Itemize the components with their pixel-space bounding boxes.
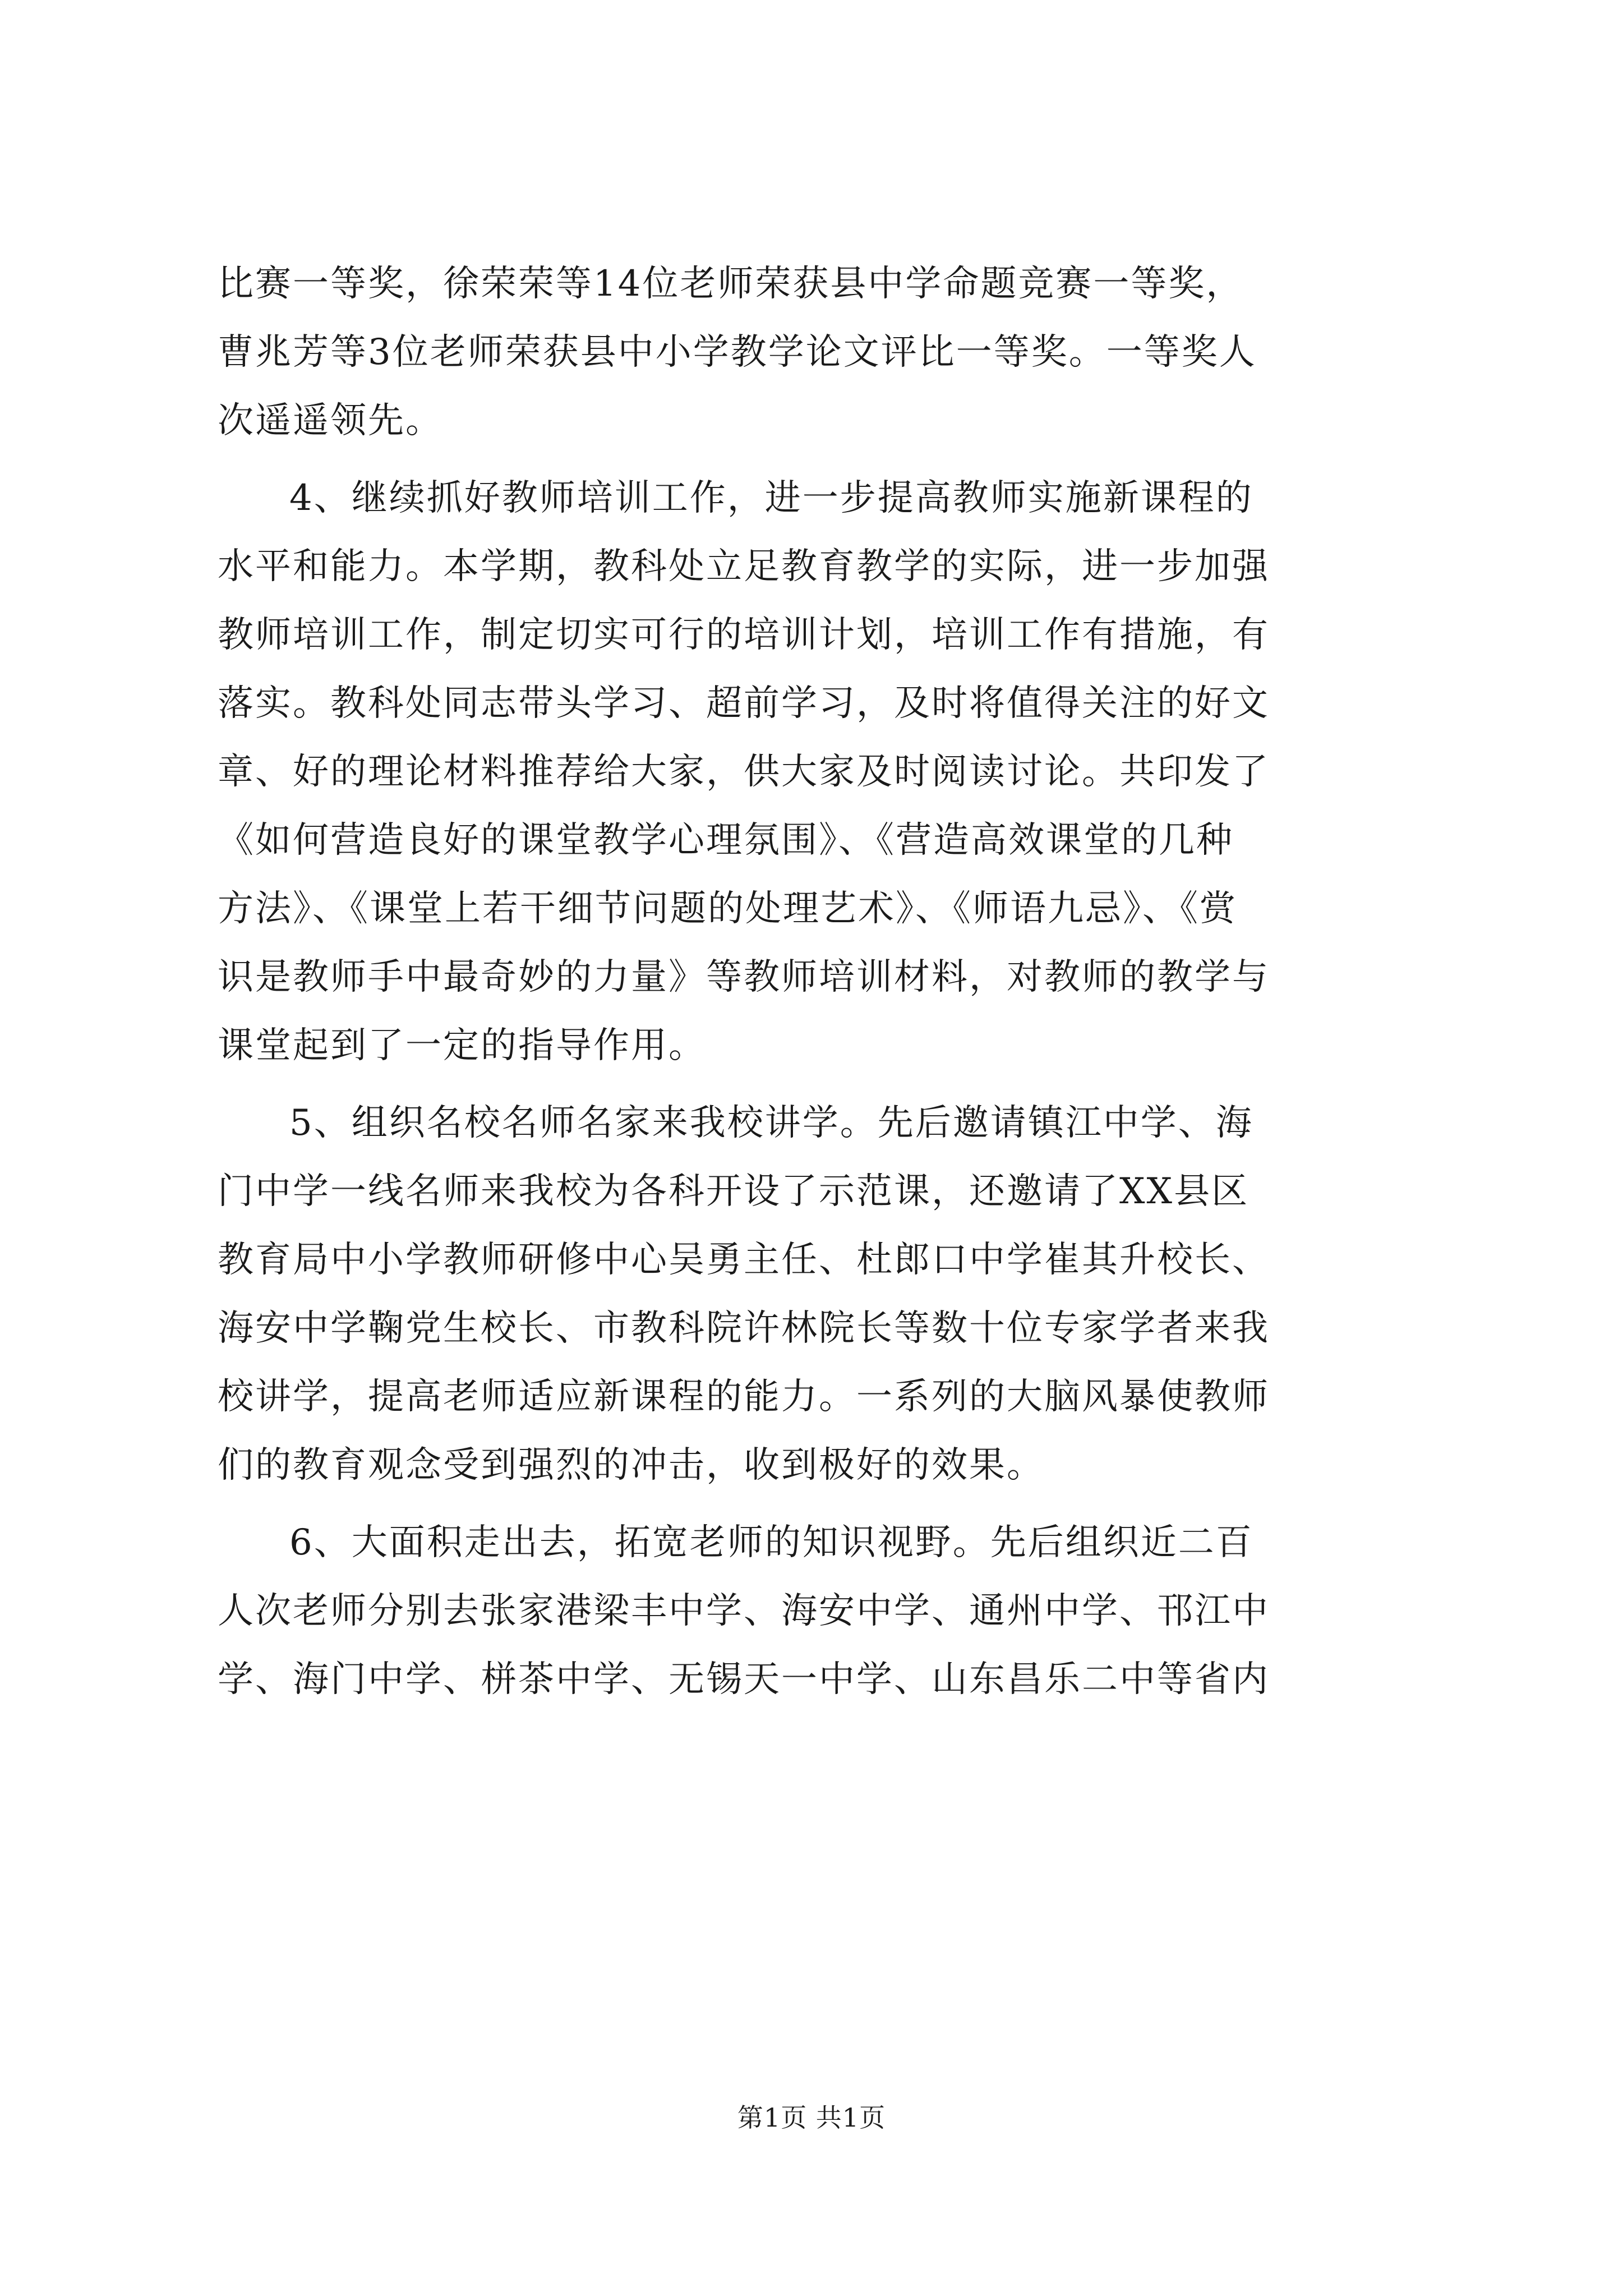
page-number-label: 第1页 共1页: [737, 2102, 886, 2133]
document-body: [218, 250, 1423, 1714]
text-line: 课堂起到了一定的指导作用。: [218, 1025, 706, 1066]
text-line: 校讲学，提高老师适应新课程的能力。一系列的大脑风暴使教师: [218, 1376, 1270, 1418]
text-line: 5、组织名校名师名家来我校讲学。先后邀请镇江中学、海: [289, 1102, 1253, 1144]
text-line: 人次老师分别去张家港梁丰中学、海安中学、通州中学、邗江中: [218, 1590, 1270, 1632]
text-line: 教师培训工作，制定切实可行的培训计划，培训工作有措施，有: [218, 614, 1270, 656]
page-footer: [0, 2101, 1623, 2134]
text-line: 6、大面积走出去，拓宽老师的知识视野。先后组织近二百: [289, 1522, 1253, 1563]
text-line: 章、好的理论材料推荐给大家，供大家及时阅读讨论。共印发了: [218, 751, 1270, 793]
text-line: 海安中学鞠党生校长、市教科院许林院长等数十位专家学者来我: [218, 1308, 1270, 1349]
text-line: 曹兆芳等3位老师荣获县中小学教学论文评比一等奖。一等奖人: [218, 332, 1257, 373]
text-line: 门中学一线名师来我校为各科开设了示范课，还邀请了XX县区: [218, 1171, 1249, 1212]
text-line: 教育局中小学教师研修中心吴勇主任、杜郎口中学崔其升校长、: [218, 1239, 1270, 1281]
text-line: 《如何营造良好的课堂教学心理氛围》、《营造高效课堂的几种: [218, 820, 1234, 861]
text-line: 们的教育观念受到强烈的冲击，收到极好的效果。: [218, 1444, 1044, 1486]
text-line: 水平和能力。本学期，教科处立足教育教学的实际，进一步加强: [218, 546, 1270, 587]
text-line: 4、继续抓好教师培训工作，进一步提高教师实施新课程的: [289, 477, 1253, 519]
text-line: 比赛一等奖，徐荣荣等14位老师荣获县中学命题竞赛一等奖，: [218, 263, 1244, 305]
text-line: 学、海门中学、栟茶中学、无锡天一中学、山东昌乐二中等省内: [218, 1659, 1270, 1700]
text-line: 识是教师手中最奇妙的力量》等教师培训材料，对教师的教学与: [218, 956, 1270, 998]
text-line: 次遥遥领先。: [218, 400, 443, 441]
text-line: 方法》、《课堂上若干细节问题的处理艺术》、《师语九忌》、《赏: [218, 888, 1237, 930]
text-line: 落实。教科处同志带头学习、超前学习，及时将值得关注的好文: [218, 683, 1270, 724]
